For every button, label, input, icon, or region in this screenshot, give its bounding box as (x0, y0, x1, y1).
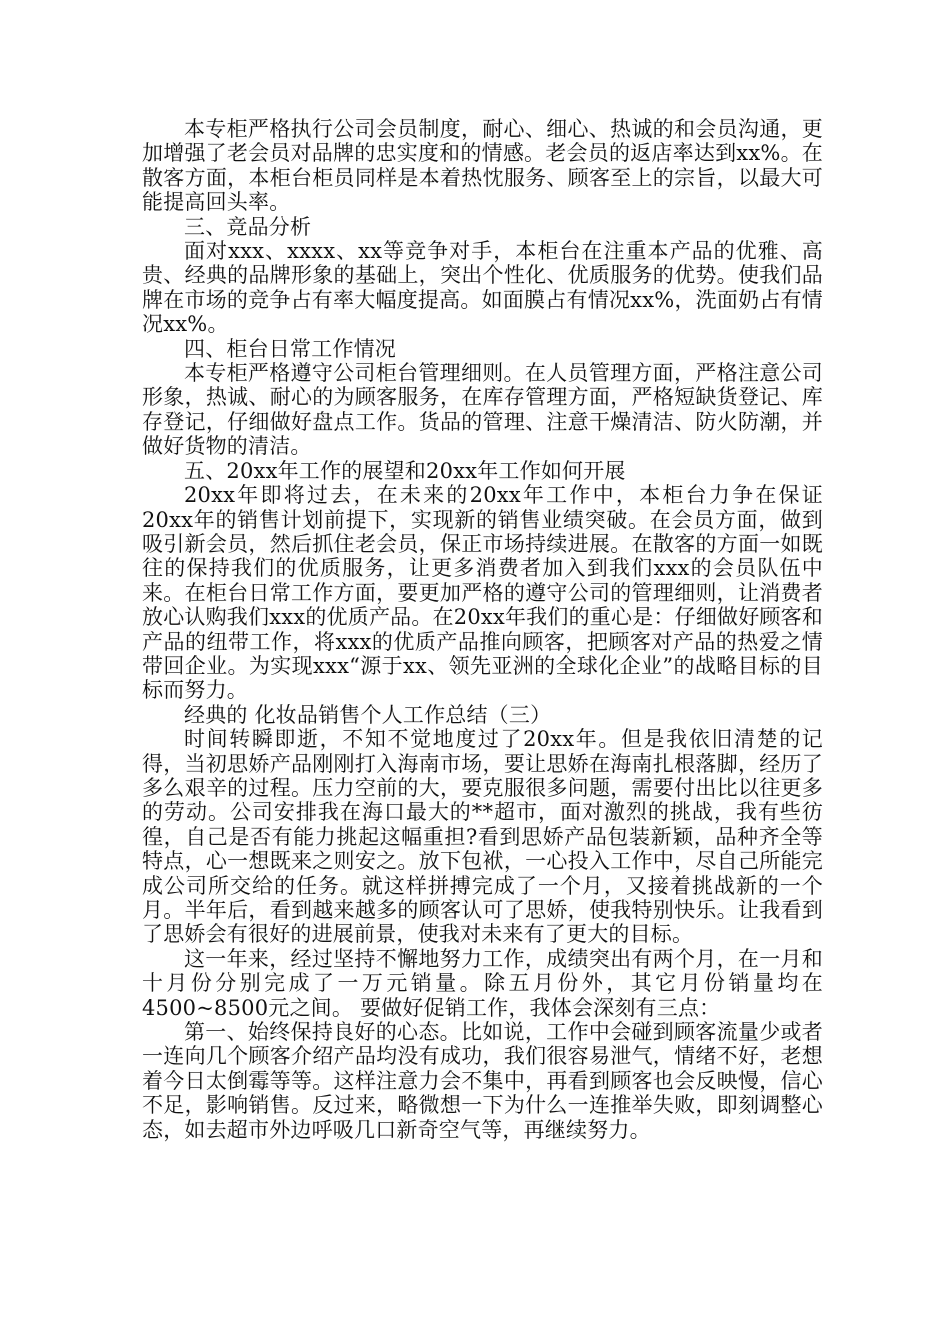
heading-section-three: 经典的 化妆品销售个人工作总结（三） (184, 702, 552, 727)
paragraph-good-mindset: 第一、始终保持良好的心态。比如说，工作中会碰到顾客流量少或者一连向几个顾客介绍产品均没有成功，我们很容易泄气，情绪不好，老想着今日太倒霉等等。这样注意力会不集中，再看到顾客也会反映慢，信心不足，影响销售。反过来，略微想一下为什么一连推举失败，即刻调整心态，如去超市外边呼吸几口新奇空气等，再继续努力。 (142, 1020, 823, 1142)
document-body (142, 117, 823, 1142)
paragraph-competitor-analysis: 面对xxx、xxxx、xx等竞争对手，本柜台在注重本产品的优雅、高贵、经典的品牌形象的基础上，突出个性化、优质服务的优势。使我们品牌在市场的竞争占有率大幅度提高。如面膜占有情况xx%，洗面奶占有情况xx%。 (142, 239, 823, 337)
paragraph-year-review: 时间转瞬即逝，不知不觉地度过了20xx年。但是我依旧清楚的记得，当初思娇产品刚刚打入海南市场，要让思娇在海南扎根落脚，经历了多么艰辛的过程。压力空前的大，要克服很多问题，需要付出比以往更多的劳动。公司安排我在海口最大的**超市，面对激烈的挑战，我有些彷徨，自己是否有能力挑起这幅重担?看到思娇产品包装新颖，品种齐全等特点，心一想既来之则安之。放下包袱，一心投入工作中，尽自己所能完成公司所交给的任务。就这样拼搏完成了一个月，又接着挑战新的一个月。半年后，看到越来越多的顾客认可了思娇，使我特别快乐。让我看到了思娇会有很好的进展前景，使我对未来有了更大的目标。 (142, 727, 823, 947)
heading-competitor-analysis: 三、竞品分析 (184, 214, 312, 239)
paragraph-daily-counter-work: 本专柜严格遵守公司柜台管理细则。在人员管理方面，严格注意公司形象，热诚、耐心的为顾客服务，在库存管理方面，严格短缺货登记、库存登记，仔细做好盘点工作。货品的管理、注意干燥清洁、防火防潮，并做好货物的清洁。 (142, 361, 823, 459)
paragraph-work-outlook: 20xx年即将过去，在未来的20xx年工作中，本柜台力争在保证20xx年的销售计划前提下，实现新的销售业绩突破。在会员方面，做到吸引新会员，然后抓住老会员，保正市场持续进展。在散客的方面一如既往的保持我们的优质服务，让更多消费者加入到我们xxx的会员队伍中来。在柜台日常工作方面，要更加严格的遵守公司的管理细则，让消费者放心认购我们xxx的优质产品。在20xx年我们的重心是：仔细做好顾客和产品的纽带工作，将xxx的优质产品推向顾客，把顾客对产品的热爱之情带回企业。为实现xxx“源于xx、领先亚洲的全球化企业”的战略目标的目标而努力。 (142, 483, 823, 703)
heading-work-outlook: 五、20xx年工作的展望和20xx年工作如何开展 (184, 458, 626, 483)
paragraph-member-service: 本专柜严格执行公司会员制度，耐心、细心、热诚的和会员沟通，更加增强了老会员对品牌的忠实度和的情感。老会员的返店率达到xx%。在散客方面，本柜台柜员同样是本着热忱服务、顾客至上的宗旨，以最大可能提高回头率。 (142, 117, 823, 215)
heading-daily-counter-work: 四、柜台日常工作情况 (184, 336, 396, 361)
paragraph-sales-results: 这一年来，经过坚持不懈地努力工作，成绩突出有两个月，在一月和十月份分别完成了一万元销量。除五月份外，其它月份销量均在4500~8500元之间。 要做好促销工作，我体会深刻有三点： (142, 946, 823, 1020)
